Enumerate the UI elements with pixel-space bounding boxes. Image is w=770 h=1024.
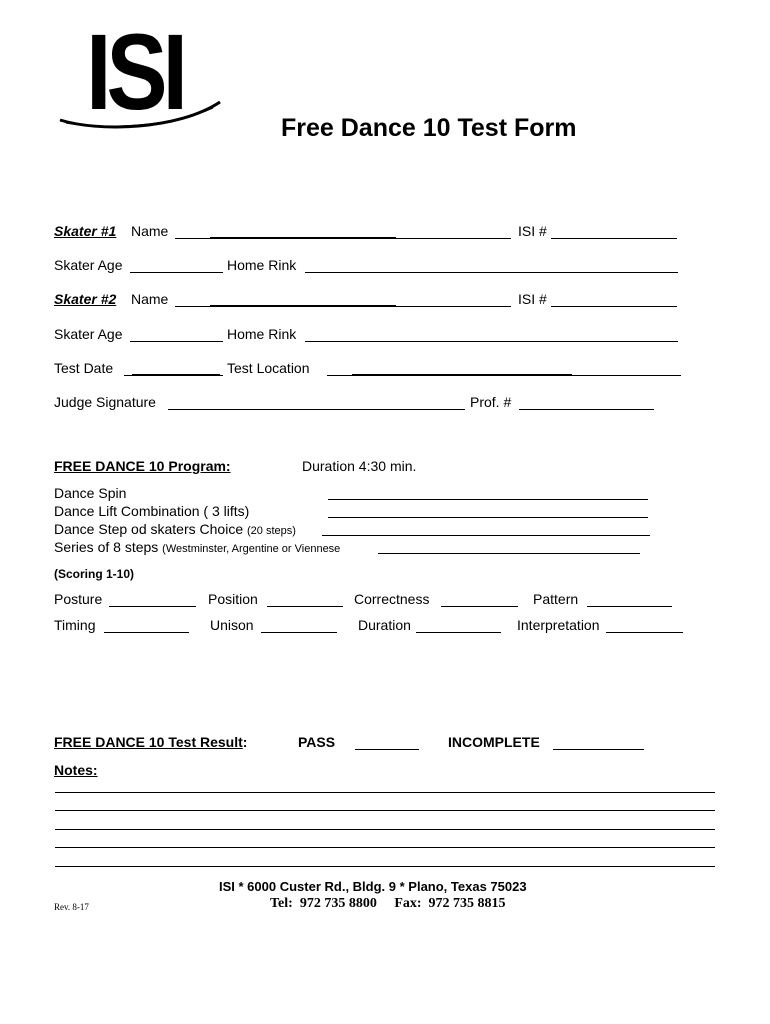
test-location-label: Test Location: [227, 360, 310, 376]
score-pattern-field[interactable]: [587, 606, 672, 607]
score-timing-field[interactable]: [104, 632, 189, 633]
skater1-age-field[interactable]: [130, 272, 223, 273]
score-pattern-label: Pattern: [533, 591, 579, 607]
page-title: Free Dance 10 Test Form: [281, 114, 577, 142]
score-posture-label: Posture: [54, 591, 103, 607]
score-duration-field[interactable]: [416, 632, 501, 633]
program-duration: Duration 4:30 min.: [302, 458, 417, 474]
score-position-label: Position: [208, 591, 258, 607]
footer-contact: Tel: 972 735 8800 Fax: 972 735 8815: [270, 896, 506, 911]
skater2-isi-field[interactable]: [551, 306, 677, 307]
skater2-rink-field[interactable]: [305, 341, 678, 342]
prof-field[interactable]: [519, 409, 654, 410]
notes-line[interactable]: [55, 866, 715, 867]
judge-signature-label: Judge Signature: [54, 394, 156, 410]
skater2-isi-label: ISI #: [518, 291, 547, 307]
result-label: FREE DANCE 10 Test Result:: [54, 734, 248, 750]
result-pass-field[interactable]: [355, 749, 419, 750]
score-correctness-field[interactable]: [441, 606, 518, 607]
score-correctness-label: Correctness: [354, 591, 430, 607]
result-pass-label: PASS: [298, 734, 336, 750]
score-interpretation-label: Interpretation: [517, 617, 600, 633]
program-spin-field[interactable]: [328, 499, 648, 500]
program-series-field[interactable]: [378, 553, 640, 554]
program-heading: FREE DANCE 10 Program:: [54, 458, 231, 474]
skater1-rink-field[interactable]: [305, 272, 678, 273]
score-unison-label: Unison: [210, 617, 254, 633]
skater1-label: Skater #1: [54, 223, 117, 239]
program-item-step: Dance Step od skaters Choice (20 steps): [54, 521, 296, 537]
score-unison-field[interactable]: [261, 632, 337, 633]
skater1-rink-label: Home Rink: [227, 257, 297, 273]
skater1-name-label: Name: [131, 223, 169, 239]
judge-signature-field[interactable]: [168, 409, 465, 410]
footer-revision: Rev. 8-17: [54, 902, 89, 912]
scoring-label: (Scoring 1-10): [54, 567, 135, 581]
skater1-isi-field[interactable]: [551, 238, 677, 239]
prof-label: Prof. #: [470, 394, 512, 410]
logo-swoosh-icon: [58, 98, 223, 130]
skater2-name-label: Name: [131, 291, 169, 307]
skater2-label: Skater #2: [54, 291, 117, 307]
program-item-series: Series of 8 steps (Westminster, Argentine or Viennese: [54, 539, 341, 555]
score-posture-field[interactable]: [109, 606, 196, 607]
result-incomplete-field[interactable]: [553, 749, 644, 750]
test-date-label: Test Date: [54, 360, 114, 376]
program-lift-field[interactable]: [328, 517, 648, 518]
program-step-field[interactable]: [322, 535, 650, 536]
skater2-age-label: Skater Age: [54, 326, 123, 342]
score-timing-label: Timing: [54, 617, 96, 633]
logo-text: ISI: [86, 11, 183, 132]
score-duration-label: Duration: [358, 617, 411, 633]
notes-line[interactable]: [55, 829, 715, 830]
notes-label: Notes:: [54, 762, 98, 778]
skater2-rink-label: Home Rink: [227, 326, 297, 342]
notes-line[interactable]: [55, 810, 715, 811]
notes-line[interactable]: [55, 792, 715, 793]
skater1-isi-label: ISI #: [518, 223, 547, 239]
program-item-lift: Dance Lift Combination ( 3 lifts): [54, 503, 250, 519]
score-position-field[interactable]: [267, 606, 343, 607]
result-incomplete-label: INCOMPLETE: [448, 734, 540, 750]
program-item-spin: Dance Spin: [54, 485, 127, 501]
footer-address: ISI * 6000 Custer Rd., Bldg. 9 * Plano, Texas 75023: [219, 879, 527, 894]
skater2-age-field[interactable]: [130, 341, 223, 342]
notes-line[interactable]: [55, 847, 715, 848]
score-interpretation-field[interactable]: [606, 632, 683, 633]
skater1-age-label: Skater Age: [54, 257, 123, 273]
